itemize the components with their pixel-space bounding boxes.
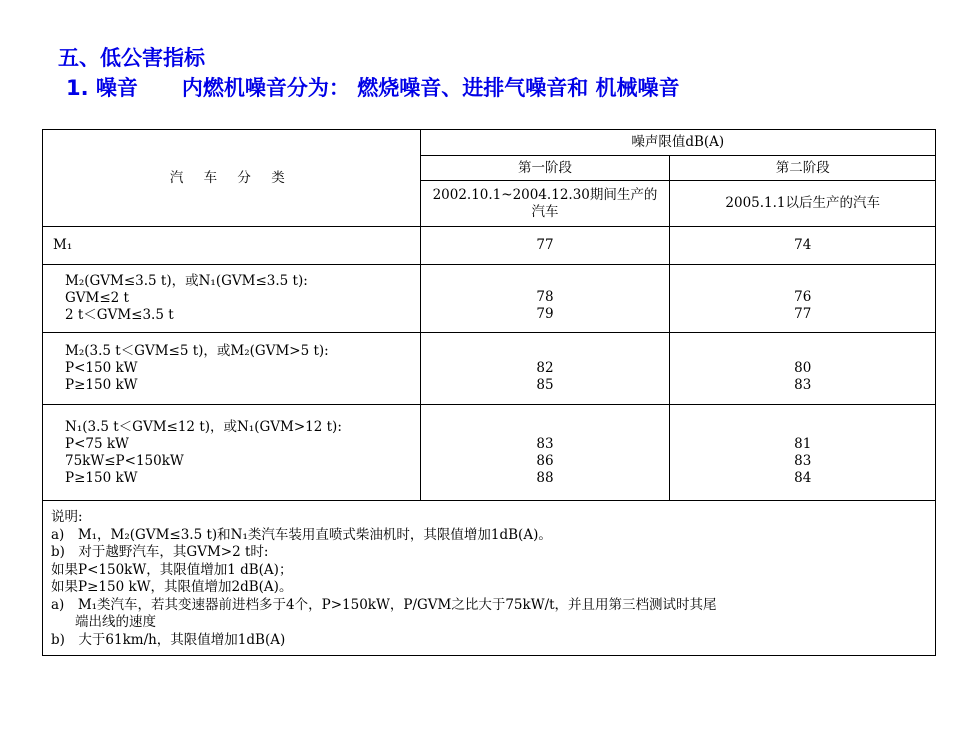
table-row [43,405,936,501]
value: 83 [794,376,812,393]
value: 85 [536,376,554,393]
section-title: 五、低公害指标 [58,46,205,70]
header-stage2-period: 2005.1.1以后生产的汽车 [670,181,936,227]
value: 88 [536,470,554,486]
header-stage1: 第一阶段 [420,156,670,181]
value: 78 [536,288,554,305]
cat-line: 2 t＜GVM≤3.5 t [65,307,174,323]
cat-line: M₂(3.5 t＜GVM≤5 t)，或M₂(GVM>5 t): [65,343,329,359]
value: 79 [536,305,554,322]
subsection-text: 内燃机噪音分为： 燃烧噪音、进排气噪音和 机械噪音 [181,76,680,100]
value: 83 [536,436,554,452]
row-stage1 [420,227,670,265]
row-category [43,227,421,265]
note-line: b) 对于越野汽车，其GVM>2 t时: [51,544,269,560]
subsection-number: 1. 噪音 [66,76,138,100]
note-line: 如果P<150kW，其限值增加1 dB(A)； [51,561,293,578]
row-stage1 [420,405,670,501]
table-row [43,227,936,265]
value: 82 [536,359,554,376]
row-category [43,405,421,501]
value: 74 [794,237,812,253]
notes-cell [43,501,936,656]
notes-row [43,501,936,656]
note-line: 如果P≥150 kW，其限值增加2dB(A)。 [51,579,293,595]
row-stage1 [420,265,670,333]
value: 77 [794,305,812,322]
cat-line: P≥150 kW [65,377,138,393]
note-line: 端出线的速度 [75,614,156,630]
header-stage1-period: 2002.10.1~2004.12.30期间生产的汽车 [420,181,670,227]
cat-line: M₁ [53,237,73,253]
row-stage2 [670,405,936,501]
note-line: a) M₁类汽车，若其变速器前进档多于4个，P>150kW，P/GVM之比大于75kW/t，并且用第三档测试时其尾 [51,596,717,613]
header-category: 汽 车 分 类 [43,130,421,227]
value: 77 [536,237,554,253]
table-row [43,333,936,405]
note-line: a) M₁，M₂(GVM≤3.5 t)和N₁类汽车装用直喷式柴油机时，其限值增加1dB(A)。 [51,526,552,543]
value: 76 [794,288,812,305]
value: 83 [794,453,812,469]
note-line: 说明: [51,509,83,525]
noise-limit-table [42,129,936,656]
row-stage2 [670,265,936,333]
row-stage1 [420,333,670,405]
cat-line: P<150 kW [65,360,138,376]
value: 81 [794,436,812,452]
cat-line: N₁(3.5 t＜GVM≤12 t)，或N₁(GVM>12 t): [65,418,342,435]
value: 84 [794,470,812,486]
row-category [43,333,421,405]
table-row [43,265,936,333]
cat-line: 75kW≤P<150kW [65,452,184,469]
value: 80 [794,359,812,376]
note-line: b) 大于61km/h，其限值增加1dB(A) [51,631,286,648]
cat-line: M₂(GVM≤3.5 t)，或N₁(GVM≤3.5 t): [65,273,308,289]
subsection-title [66,72,680,102]
row-category [43,265,421,333]
cat-line: GVM≤2 t [65,290,129,306]
cat-line: P<75 kW [65,435,129,452]
row-stage2 [670,227,936,265]
value: 86 [536,453,554,469]
cat-line: P≥150 kW [65,469,138,486]
header-stage2: 第二阶段 [670,156,936,181]
row-stage2 [670,333,936,405]
header-limit: 噪声限值dB(A) [420,130,935,156]
